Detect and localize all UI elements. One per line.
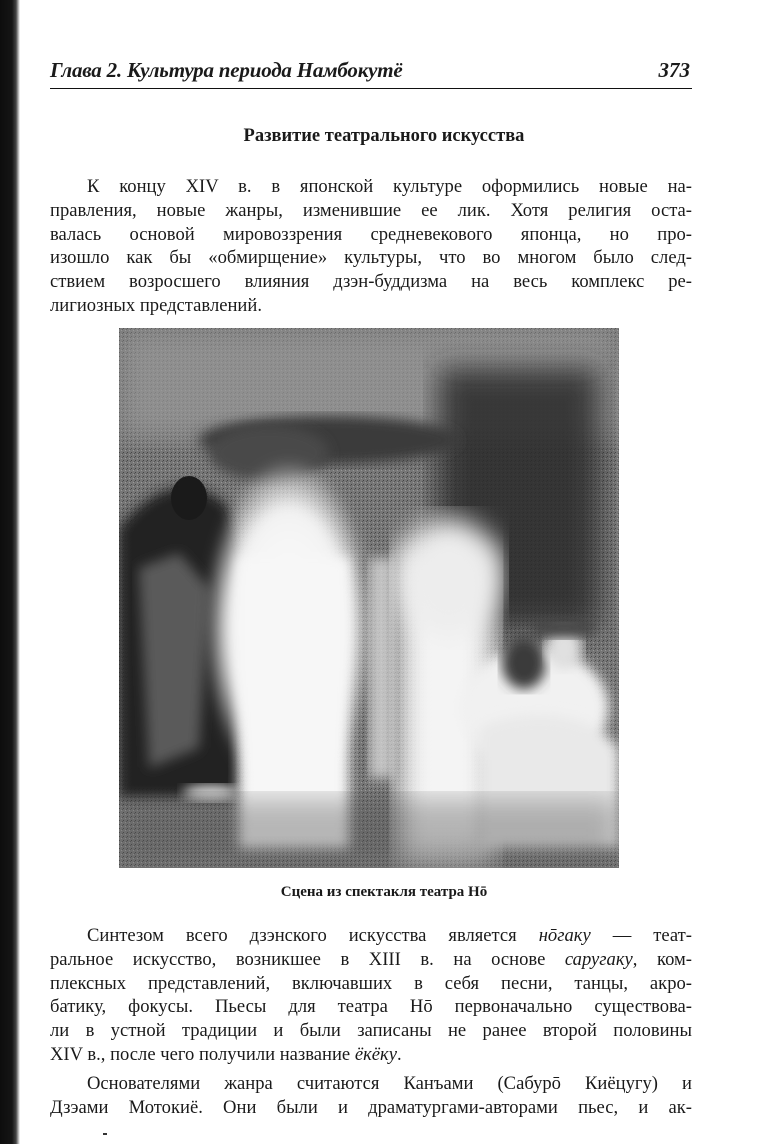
text-run: Синтезом всего дзэнского искусства является (87, 925, 539, 946)
paragraph-2 (50, 924, 692, 1067)
text-line: лигиозных представлений. (50, 294, 262, 316)
text-line: Основателями жанра считаются Канъами (Сабурō Киёцугу) и (87, 1073, 692, 1094)
term-nogaku: нōгаку (538, 925, 591, 946)
text-line: изошло как бы «обмирщение» культуры, что во многом было след- (50, 247, 692, 269)
text-run: — теат- (590, 925, 692, 946)
text-line (50, 924, 692, 948)
text-run: XIV в., после чего получили название (50, 1043, 355, 1065)
text-run: ральное искусство, возникшее в XIII в. на основе (50, 948, 565, 970)
noh-theatre-photo (119, 328, 619, 868)
text-run: , ком- (632, 948, 692, 970)
text-line: ли в устной традиции и были записаны не ранее второй половины (50, 1020, 692, 1042)
text-line: валась основой мировоззрения средневекового японца, но про- (50, 223, 692, 245)
term-sarugaku: саругаку (564, 948, 633, 970)
text-line (50, 948, 692, 972)
text-line: батику, фокусы. Пьесы для театра Нō первоначально существова- (50, 996, 692, 1018)
scan-speck (103, 1133, 107, 1135)
page-number: 373 (658, 58, 690, 82)
section-title: Развитие театрального искусства (243, 126, 525, 146)
figure-caption: Сцена из спектакля театра Нō (280, 884, 488, 900)
term-yokyoku: ёкёку (354, 1043, 397, 1065)
text-run: . (397, 1043, 402, 1065)
text-line: ствием возросшего влияния дзэн-буддизма на весь комплекс ре- (50, 271, 692, 293)
binding-shadow (0, 0, 20, 1144)
paragraph-3 (50, 1072, 692, 1120)
paragraph-1 (50, 175, 692, 318)
running-head (50, 56, 692, 89)
text-line: К концу XIV в. в японской культуре оформились новые на- (87, 176, 692, 197)
text-line: правления, новые жанры, изменившие ее лик. Хотя религия оста- (50, 199, 692, 221)
text-line (50, 1043, 692, 1067)
text-line: Дзэами Мотокиё. Они были и драматургами-авторами пьес, и ак- (50, 1096, 692, 1118)
text-line: плексных представлений, включавших в себя песни, танцы, акро- (50, 972, 692, 994)
chapter-title: Глава 2. Культура периода Намбокутё (50, 58, 403, 82)
